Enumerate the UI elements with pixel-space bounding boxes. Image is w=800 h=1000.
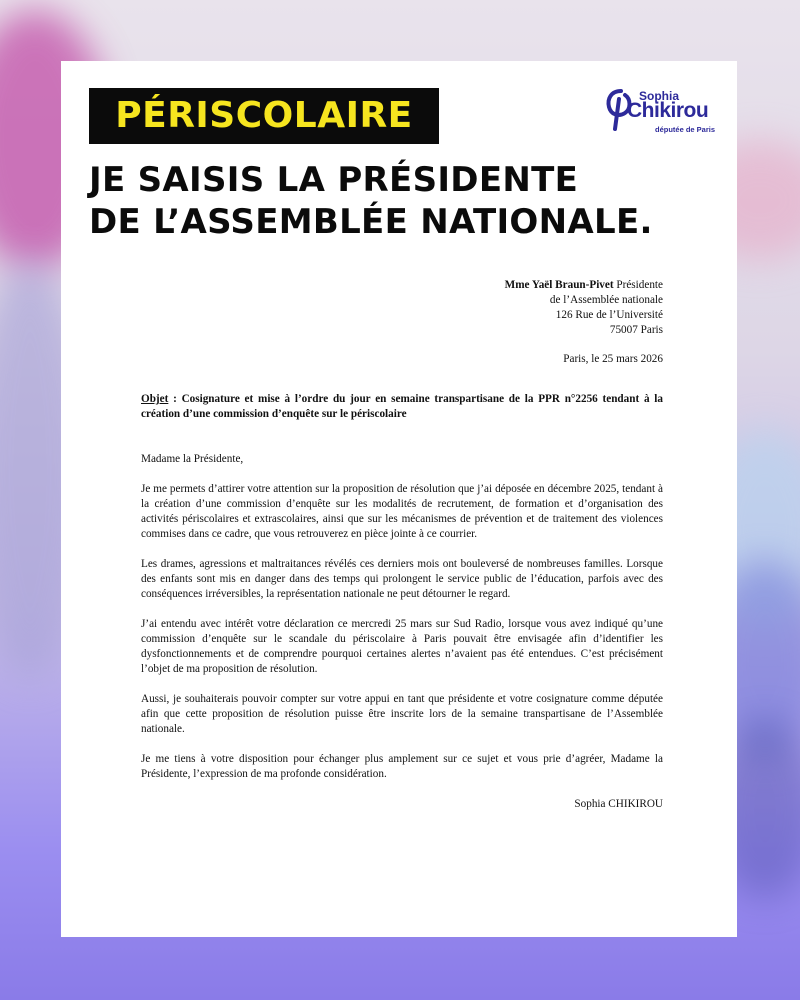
signature: Sophia CHIKIROU bbox=[574, 798, 663, 810]
recipient-line-4: 75007 Paris bbox=[609, 324, 663, 336]
paragraph-4: Aussi, je souhaiterais pouvoir compter sur votre appui en tant que présidente et votre cosignature comme députée afin que cette proposition de résolution puisse être inscrite lors de la semaine transpartisane de l’Assemblée nationale. bbox=[141, 693, 663, 735]
headline-line-2: DE L’ASSEMBLÉE NATIONALE. bbox=[89, 202, 653, 242]
recipient-name: Mme Yaël Braun-Pivet bbox=[504, 279, 614, 291]
logo-subtitle: députée de Paris bbox=[655, 125, 716, 134]
subject-text: : Cosignature et mise à l’ordre du jour en semaine transpartisane de la PPR n°2256 tendant à la création d’une commission d’enquête sur le périscolaire bbox=[141, 393, 663, 420]
paragraph-3: J’ai entendu avec intérêt votre déclaration ce mercredi 25 mars sur Sud Radio, lorsque vous avez indiqué qu’une commission d’enquête sur le scandale du périscolaire à Paris pouvait être envisagée afin d’identifier les dysfonctionnements et de comprendre pourquoi certaines alertes n’avaient pas été entendues. C’est précisément l’objet de ma proposition de résolution. bbox=[141, 618, 663, 675]
recipient-line-1 bbox=[141, 278, 663, 293]
recipient-title: Présidente bbox=[613, 279, 663, 291]
paragraph-5: Je me tiens à votre disposition pour échanger plus amplement sur ce sujet et vous prie d’agréer, Madame la Présidente, l’expression de ma profonde considération. bbox=[141, 753, 663, 780]
salutation: Madame la Présidente, bbox=[141, 453, 244, 465]
subject-label: Objet bbox=[141, 393, 169, 405]
recipient-address bbox=[141, 278, 663, 338]
topic-tag: PÉRISCOLAIRE bbox=[89, 88, 439, 144]
recipient-line-2: de l’Assemblée nationale bbox=[549, 294, 663, 306]
letter-subject bbox=[141, 392, 663, 422]
headline-line-1: JE SAISIS LA PRÉSIDENTE bbox=[89, 160, 579, 200]
document-card bbox=[61, 61, 737, 937]
logo-first-name: Sophia bbox=[639, 89, 680, 103]
deputy-logo bbox=[603, 81, 721, 141]
letter-body bbox=[141, 278, 663, 812]
recipient-line-3: 126 Rue de l’Université bbox=[555, 309, 663, 321]
headline bbox=[89, 159, 709, 243]
letter-date: Paris, le 25 mars 2026 bbox=[563, 353, 663, 365]
paragraph-2: Les drames, agressions et maltraitances révélés ces derniers mois ont bouleversé de nombreuses familles. Lorsque des enfants sont mis en danger dans des temps qui prolongent le service public de l’éducation, parfois avec des conséquences irréversibles, la représentation nationale ne peut détourner le regard. bbox=[141, 558, 663, 600]
logo-last-name: Chikirou bbox=[627, 99, 709, 122]
paragraph-1: Je me permets d’attirer votre attention sur la proposition de résolution que j’ai déposée en décembre 2025, tendant à la création d’une commission d’enquête sur les modalités de recrutement, de formation et d’organisation des activités périscolaires et extrascolaires, ainsi que sur les mécanismes de prévention et de traitement des violences commises dans ce cadre, que vous retrouverez en pièce jointe à ce courrier. bbox=[141, 483, 663, 540]
